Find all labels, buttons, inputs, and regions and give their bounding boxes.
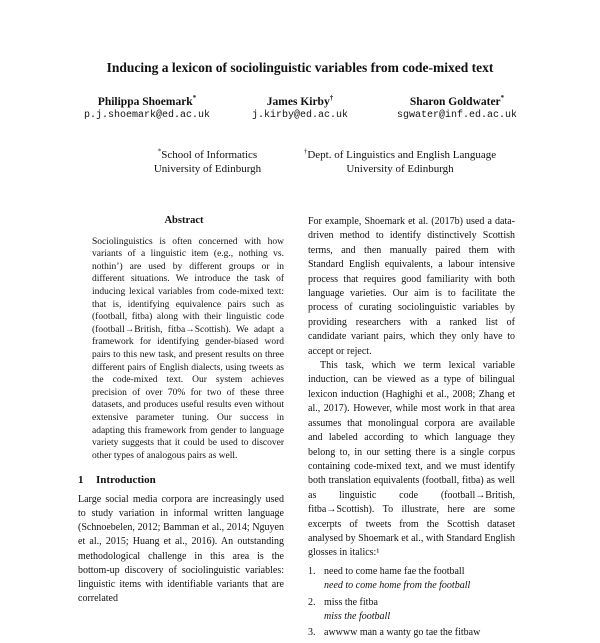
author-3 xyxy=(372,95,542,123)
intro-paragraph: Large social media corpora are increasingly used to study variation in informal written language (Schnoebelen, 2012; Bamman et al., 2014; Nguyen et al., 2015; Huang et al., 2016). An outstanding methodological challenge in this area is the bottom-up discovery of sociolinguistic variables: linguistic items with identifiable variants that are correlated xyxy=(78,493,284,605)
right-paragraph-1: For example, Shoemark et al. (2017b) used a data-driven method to identify distinctively Scottish terms, and then manually paired them with Standard English equivalents, a labour intensive process that requires good familiarity with both language varieties. Our aim is to facilitate the process of curating sociolinguistic variables by providing researchers with a ranked list of candidate variant pairs, which they only have to accept or reject. xyxy=(308,216,515,357)
author-name: James Kirby† xyxy=(266,94,334,108)
author-email: sgwater@inf.ed.ac.uk xyxy=(396,110,518,121)
affiliation-1: *School of Informatics University of Edinburgh xyxy=(153,147,262,175)
example-list xyxy=(308,565,515,641)
author-email: p.j.shoemark@ed.ac.uk xyxy=(83,110,211,121)
author-2 xyxy=(230,95,370,123)
affiliation-2: †Dept. of Linguistics and English Language University of Edinburgh xyxy=(303,147,497,175)
abstract-text: Sociolinguistics is often concerned with how variants of a linguistic item (e.g., nothing vs. nothin’) are used by different groups or in different situations. We introduce the task of inducing lexical variables from code-mixed text: that is, identifying equivalence pairs such as (football, fitba) along with their linguistic code (football→British, fitba→Scottish). We adapt a framework for identifying gender-biased word pairs to this new task, and present results on three different pairs of English dialects, using tweets as the code-mixed text. Our system achieves precision of over 70% for two of these three datasets, and produces useful results even without extensive parameter tuning. Our success in adapting this framework from gender to language variety suggests that it could be used to discover other types of analogous pairs as well. xyxy=(92,236,284,461)
left-column xyxy=(78,215,284,607)
right-paragraph-2: This task, which we term lexical variable induction, can be viewed as a type of bilingual lexicon induction (Haghighi et al., 2008; Zhang et al., 2017). However, while most work in that area assumes that monolingual corpora are available and labeled according to which language they belong to, in our setting there is a single corpus containing code-mixed text, and we must identify both translation equivalents (football, fitba) as well as linguistic code (football→British, fitba→Scottish). To illustrate, here are some excerpts of tweets from the Scottish dataset analysed by Shoemark et al., with Standard English glosses in italics:¹ xyxy=(308,360,515,559)
list-item: 1. need to come hame fae the football need to come home from the football xyxy=(308,565,471,592)
author-name: Sharon Goldwater* xyxy=(409,94,505,108)
author-email: j.kirby@ed.ac.uk xyxy=(251,110,348,121)
right-column xyxy=(308,215,515,643)
paper-title: Inducing a lexicon of sociolinguistic variables from code-mixed text xyxy=(106,60,494,75)
author-name: Philippa Shoemark* xyxy=(97,94,197,108)
section-heading: 1 Introduction xyxy=(78,474,156,487)
author-1 xyxy=(62,95,232,123)
list-item: 2. miss the fitba miss the football xyxy=(308,596,391,622)
abstract-heading: Abstract xyxy=(164,215,204,226)
list-item: 3. awwww man a wanty go tae the fitbaw xyxy=(308,627,481,639)
